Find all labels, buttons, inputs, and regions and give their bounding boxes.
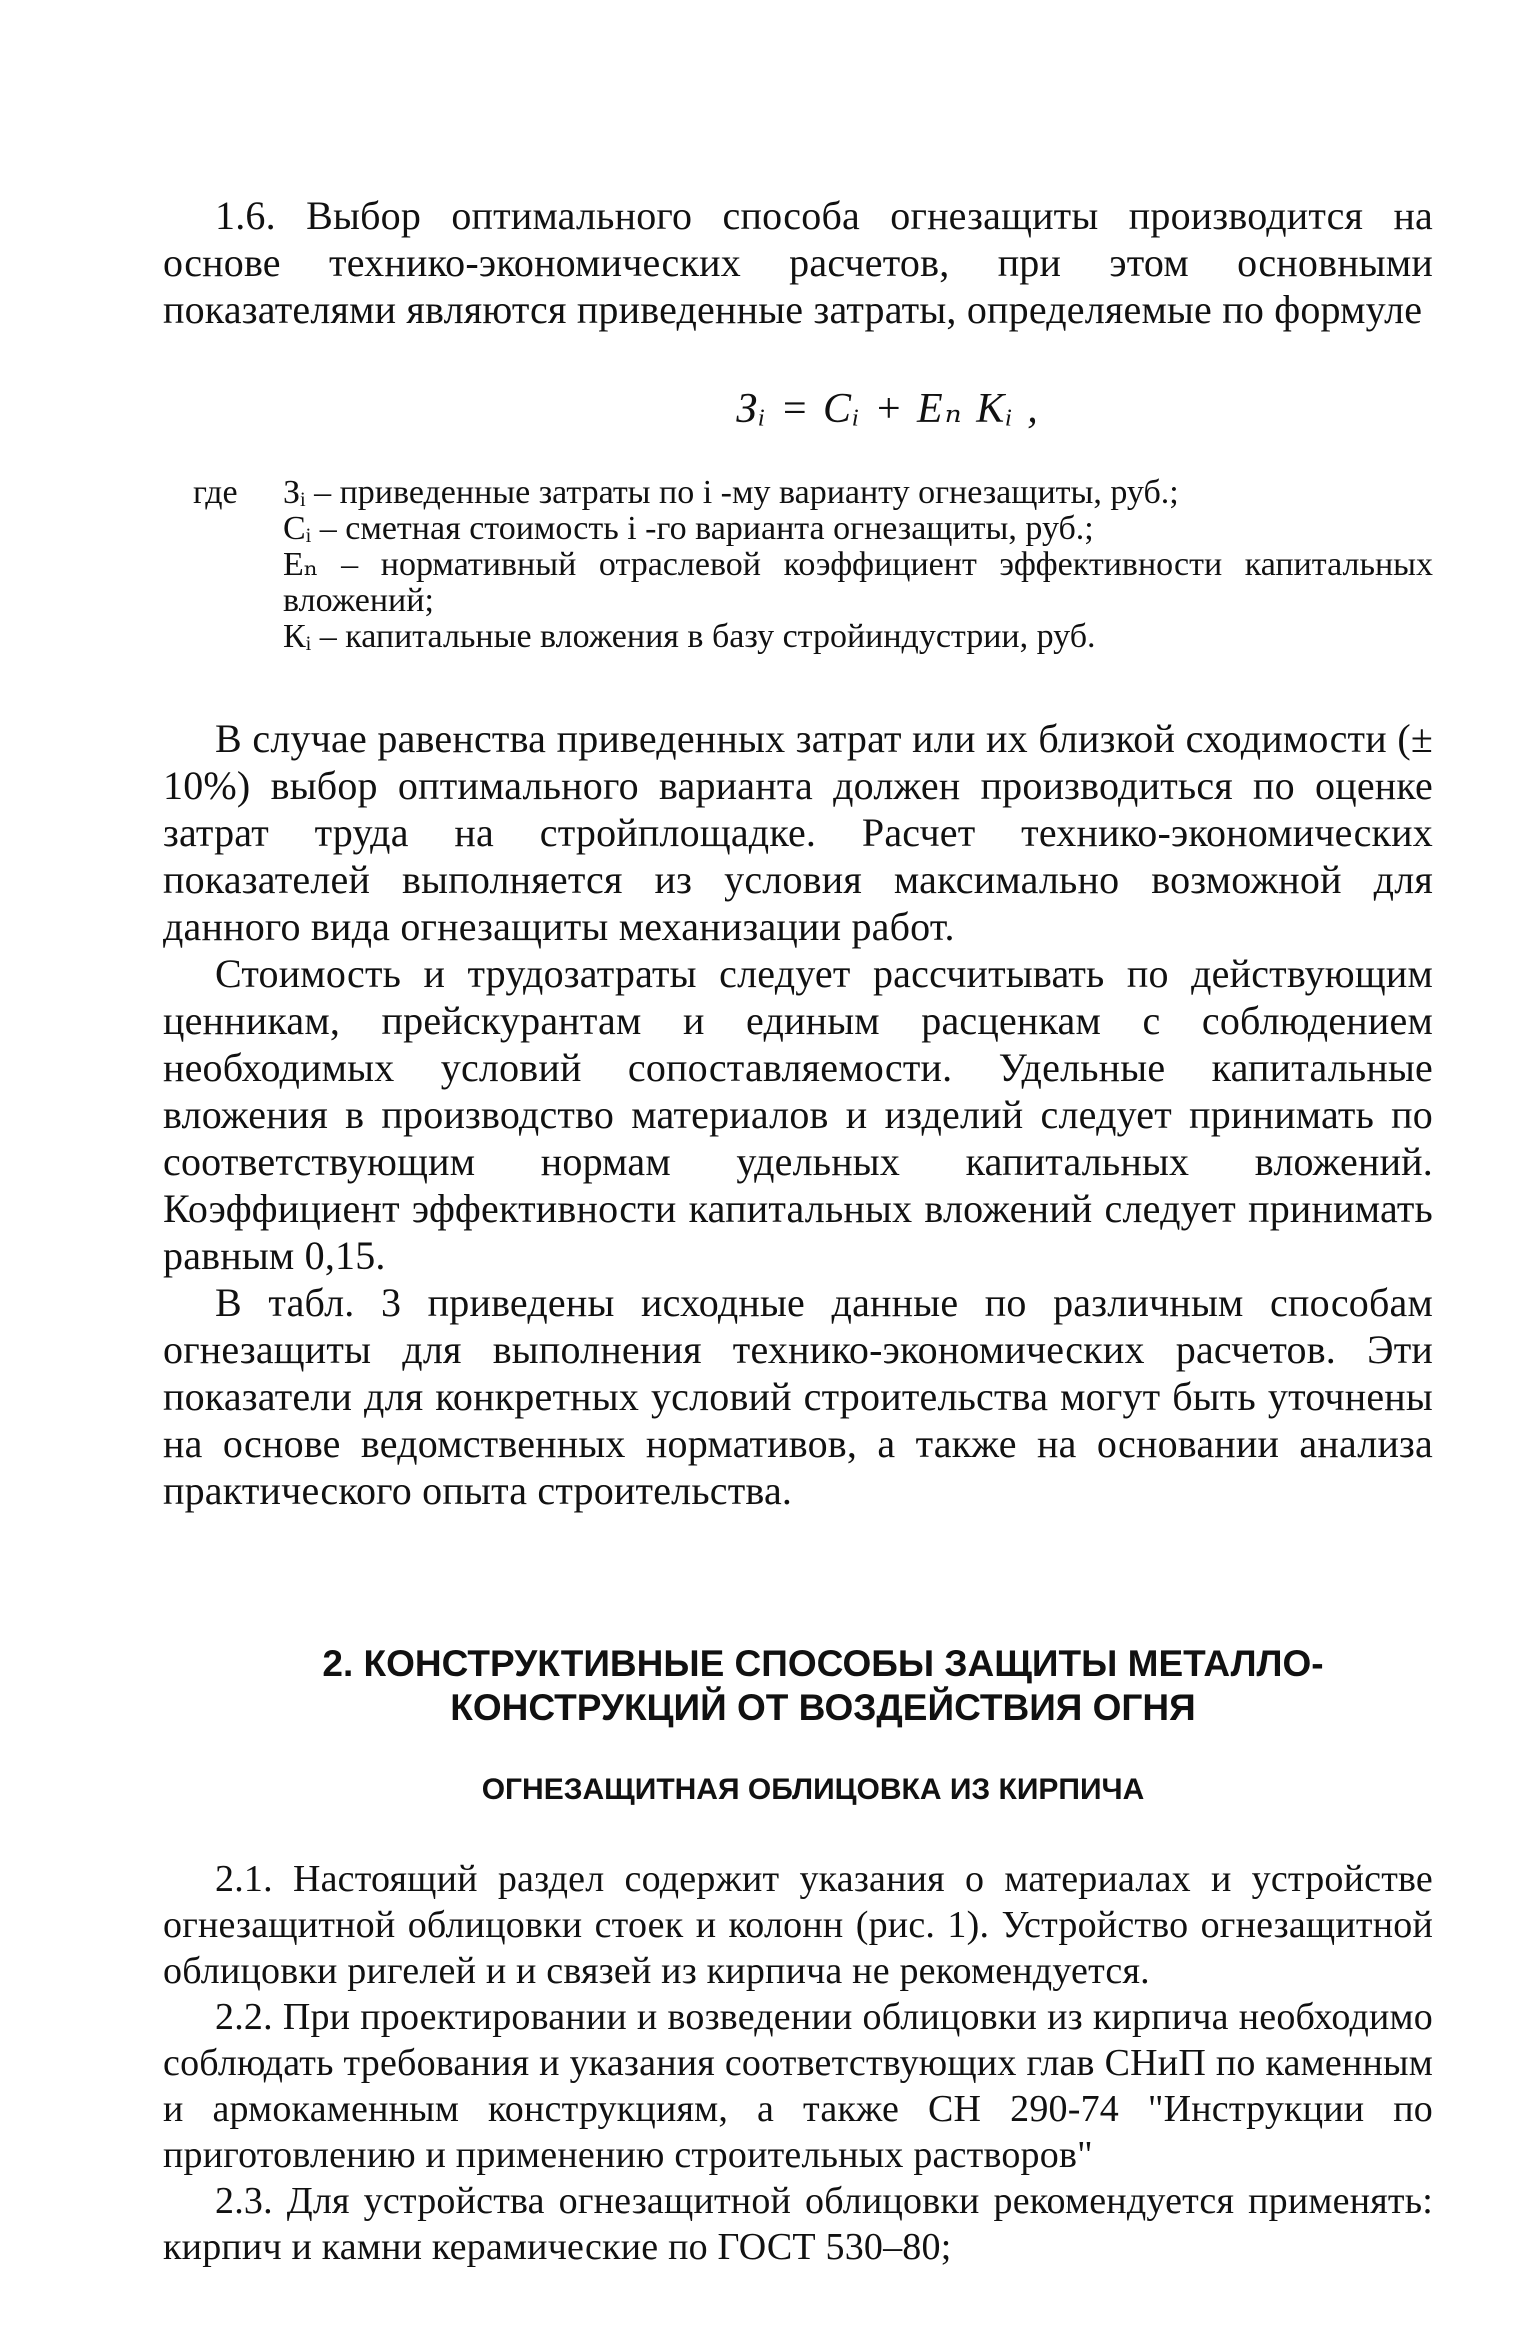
definition-item: Сᵢ – сметная стоимость i -го варианта огнезащиты, руб.; xyxy=(283,510,1094,547)
document-page xyxy=(163,192,1433,2270)
paragraph-1-6: 1.6. Выбор оптимального способа огнезащиты производится на основе технико-экономических расчетов, при этом основными показателями являются приведенные затраты, определяемые по формуле xyxy=(163,193,1433,332)
formula-legend xyxy=(163,475,1433,655)
definition-item: Кᵢ – капитальные вложения в базу стройиндустрии, руб. xyxy=(283,618,1096,655)
paragraph-table3: В табл. 3 приведены исходные данные по различным способам огнезащиты для выполнения технико-экономических расчетов. Эти показатели для конкретных условий строительства могут быть уточнены на основе ведомственных нормативов, а также на основании анализа практического опыта строительства. xyxy=(163,1280,1433,1513)
section-heading xyxy=(213,1642,1433,1730)
section-heading-line: 2. КОНСТРУКТИВНЫЕ СПОСОБЫ ЗАЩИТЫ МЕТАЛЛО- xyxy=(322,1643,1324,1684)
section-2-body xyxy=(163,1856,1433,2270)
where-label: где xyxy=(193,474,238,511)
definition-item: Еₙ – нормативный отраслевой коэффициент эффективности капитальных вложений; xyxy=(283,546,1433,619)
paragraph-equality: В случае равенства приведенных затрат или их близкой сходимости (± 10%) выбор оптимального варианта должен производиться по оценке затрат труда на стройплощадке. Расчет технико-экономических показателей выполняется из условия максимально возможной для данного вида огнезащиты механизации работ. xyxy=(163,716,1433,949)
paragraph-2-2: 2.2. При проектировании и возведении облицовки из кирпича необходимо соблюдать требования и указания соответствующих глав СНиП по каменным и армокаменным конструкциям, а также СН 290-74 "Инструкции по приготовлению и применению строительных растворов" xyxy=(163,1996,1433,2176)
paragraph-2-3: 2.3. Для устройства огнезащитной облицовки рекомендуется применять: кирпич и камни керамические по ГОСТ 530–80; xyxy=(163,2180,1433,2268)
paragraph-cost: Стоимость и трудозатраты следует рассчитывать по действующим ценникам, прейскурантам и единым расценкам с соблюдением необходимых условий сопоставляемости. Удельные капитальные вложения в производство материалов и изделий следует принимать по соответствующим нормам удельных капитальных вложений. Коэффициент эффективности капитальных вложений следует принимать равным 0,15. xyxy=(163,951,1433,1278)
definition-list xyxy=(283,475,1433,655)
paragraph-2-1: 2.1. Настоящий раздел содержит указания о материалах и устройстве огнезащитной облицовки стоек и колонн (рис. 1). Устройство огнезащитной облицовки ригелей и и связей из кирпича не рекомендуется. xyxy=(163,1858,1433,1992)
definition-item: Зᵢ – приведенные затраты по i -му варианту огнезащиты, руб.; xyxy=(283,474,1179,511)
cost-formula: Зᵢ = Сᵢ + Еₙ Кᵢ , xyxy=(736,386,1040,432)
section-heading-line: КОНСТРУКЦИЙ ОТ ВОЗДЕЙСТВИЯ ОГНЯ xyxy=(450,1687,1196,1728)
subsection-heading: ОГНЕЗАЩИТНАЯ ОБЛИЦОВКА ИЗ КИРПИЧА xyxy=(481,1773,1145,1806)
